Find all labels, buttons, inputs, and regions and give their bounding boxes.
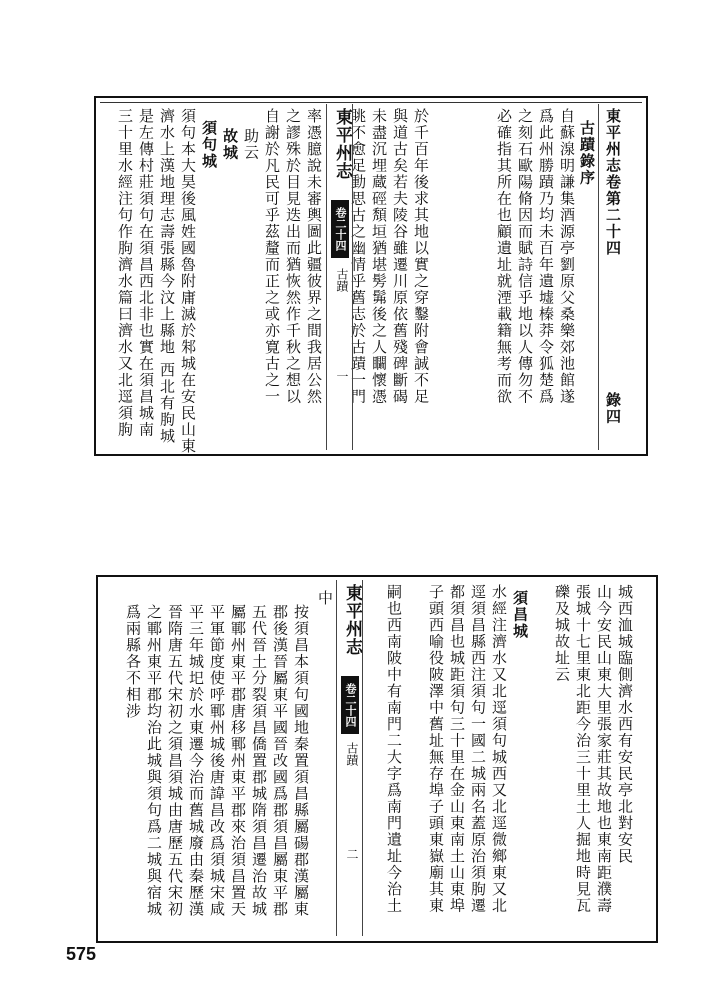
page-number: 575 (66, 944, 97, 964)
top-col-6: 於千百年後求其地以實之穿鑿附會誠不足 (412, 108, 430, 405)
top-col-1: 古蹟錄序 (578, 120, 596, 186)
top-col-13: 助云 (242, 128, 260, 161)
top-col-19: 三十里水經注句作朐濟水篇曰濟水又北逕須朐 (116, 108, 134, 438)
top-fold-page: 一 (335, 370, 349, 382)
bottom-fold-title: 東平州志 (342, 584, 362, 656)
top-fold-label: 古蹟 (335, 268, 349, 292)
bottom-col-20: 爲兩縣各不相涉 (124, 604, 142, 720)
bottom-col-12: 按須昌本須句國地秦置須昌縣屬碭郡漢屬東 (292, 604, 310, 918)
bottom-col-8: 都須昌也城距須句三十里在金山東南土山東埠 (448, 584, 466, 914)
top-col-2: 自蘇湶明謙集酒源亭劉原父桑樂郊池館遂 (558, 108, 576, 405)
top-fold-block: 卷二十四 (331, 200, 349, 258)
top-col-15: 須句城 (200, 120, 218, 170)
top-col-4: 之刻石歐陽脩因而賦詩信乎地以人傳勿不 (516, 108, 534, 405)
top-col-16: 須句本大昊後風姓國魯附庸滅於邾城在安民山東 (179, 108, 197, 455)
bottom-col-13: 郡後漢晉屬東平國晉改國爲郡須昌屬東平郡 (271, 604, 289, 918)
top-col-3: 爲此州勝蹟乃均未百年遺墟榛莽令狐楚爲 (537, 108, 555, 405)
bottom-col-1: 城西洫城臨側濟水西有安民亭北對安民 (616, 584, 634, 865)
top-col-10: 率憑臆說未審輿圖此疆彼界之間我居公然 (305, 108, 323, 405)
book-title: 東平州志卷第二十四 (604, 108, 622, 257)
bottom-col-14: 五代晉土分裂須昌僑置郡城隋須昌遷治故城 (250, 604, 268, 918)
bottom-fold-page: 二 (345, 848, 359, 860)
bottom-col-18: 晉隋唐五代宋初之須昌須城由唐歷五代宋初 (166, 604, 184, 918)
bottom-col-6: 水經注濟水又北逕須句城西又北逕微鄉東又北 (490, 584, 508, 914)
top-col-18: 是左傳村莊須句在須昌西北非也實在須昌城南 (137, 108, 155, 438)
bottom-col-16: 平軍節度使呼鄆州城後唐諱昌改爲須城宋咸 (208, 604, 226, 918)
bottom-fold-label: 古蹟 (345, 742, 359, 766)
top-col-7: 與道古矣若夫陵谷雖遷川原依舊殘碑斷碣 (391, 108, 409, 405)
bottom-fold-block: 卷二十四 (341, 676, 359, 734)
top-col-12: 自謝於凡民可乎茲釐而正之或亦寛古之一 (263, 108, 281, 405)
top-page-header-rule (100, 102, 642, 103)
top-col-5: 必確指其所在也顧遺址就湮載籍無考而欲 (495, 108, 513, 405)
top-fold-title: 東平州志 (332, 108, 352, 180)
top-col-14: 故城 (221, 128, 239, 161)
bottom-col-15: 屬鄆州東平郡唐移鄆州東平郡來治須昌置天 (229, 604, 247, 918)
bottom-col-10: 嗣也西南陂中有南門二大字爲南門遺址今治土 (385, 584, 403, 914)
bottom-col-17: 平三年城圯於水東遷今治而舊城廢由秦歷漢 (187, 604, 205, 918)
bottom-col-4: 礫及城故址云 (553, 584, 571, 683)
section-label: 錄四 (604, 392, 622, 425)
top-col-11: 之謬殊於目見迭出而猶恢然作千秋之想以 (284, 108, 302, 405)
bottom-fold-left-line (336, 580, 337, 936)
bottom-col-9: 子頭西喻役陂澤中舊址無存埠子頭東嶽廟其東 (427, 584, 445, 914)
top-col-8: 未盡沉埋蔵硜頽垣猶堪髣髴後之人矙懷憑 (370, 108, 388, 405)
title-divider (598, 104, 599, 450)
bottom-col-5: 須昌城 (511, 590, 529, 640)
bottom-col-3: 張城十七里東北距今治三十里土人掘地時見瓦 (574, 584, 592, 914)
top-fold-left-line (326, 104, 327, 450)
top-fold-right-line (352, 104, 353, 450)
bottom-col-11: 中 (316, 590, 334, 607)
bottom-col-7: 逕須昌縣西注須句一國二城兩名蓋原治須朐遷 (469, 584, 487, 914)
bottom-col-19: 之鄆州東平郡均治此城與須句爲二城與宿城 (145, 604, 163, 918)
bottom-fold-right-line (362, 580, 363, 936)
bottom-col-2: 山今安民山東大里張家莊其故地也東南距濮壽 (595, 584, 613, 914)
top-col-9: 眺不愈足動思古之幽情乎舊志於古蹟一門 (349, 108, 367, 405)
top-col-17: 濟水上漢地理志壽張縣今汶上縣地 西北有朐城 (158, 108, 176, 445)
